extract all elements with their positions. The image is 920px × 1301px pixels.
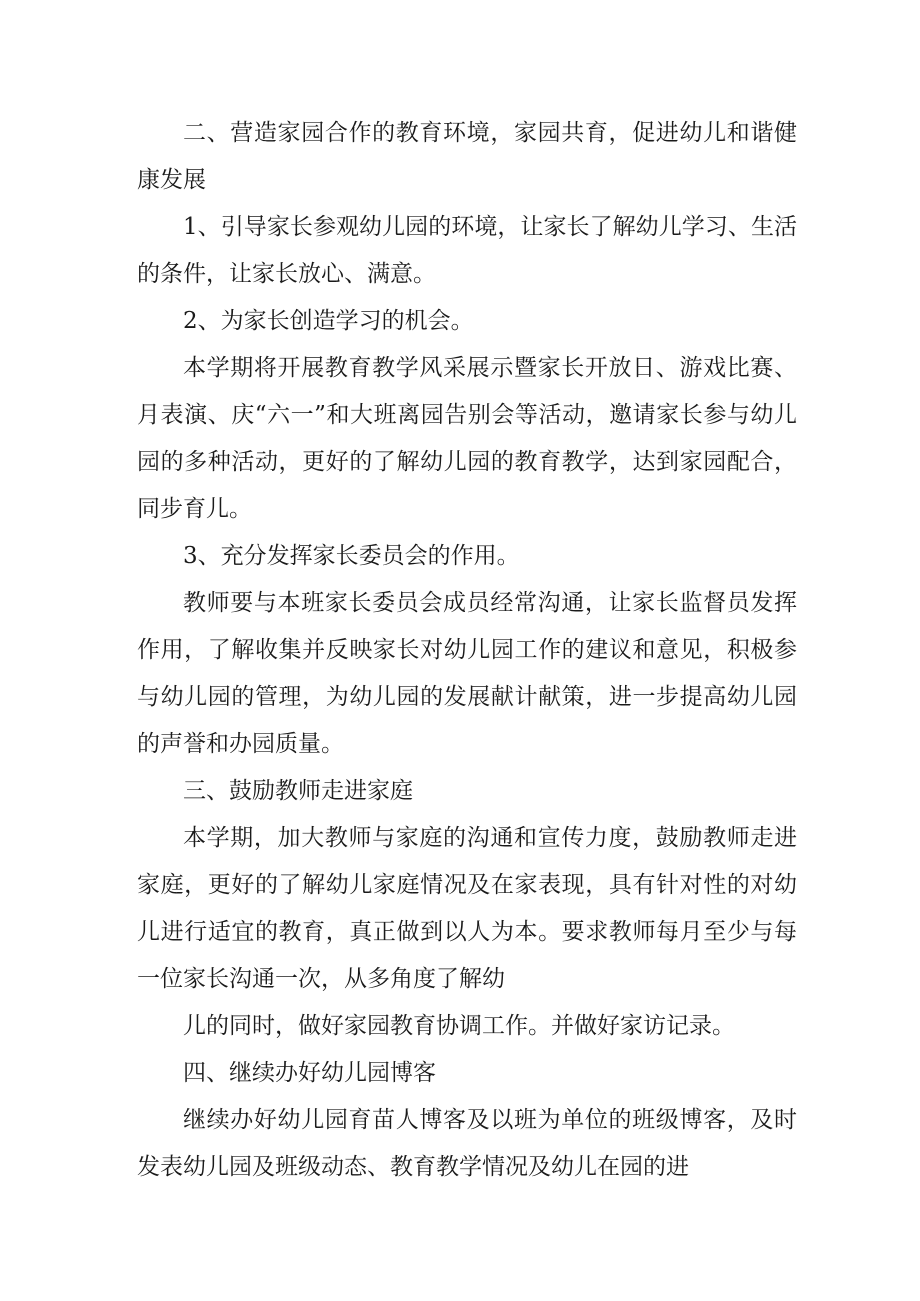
item-2-paragraph: 本学期将开展教育教学风采展示暨家长开放日、游戏比赛、月表演、庆“六一”和大班离园告别会等活动，邀请家长参与幼儿园的多种活动，更好的了解幼儿园的教育教学，达到家园配合，同步育儿。 — [137, 355, 797, 522]
item-1-paragraph: 1、引导家长参观幼儿园的环境，让家长了解幼儿学习、生活的条件，让家长放心、满意。 — [137, 214, 797, 287]
section-heading-2: 二、营造家园合作的教育环境，家园共育，促进幼儿和谐健康发展 — [137, 120, 797, 193]
item-3-paragraph: 教师要与本班家长委员会成员经常沟通，让家长监督员发挥作用，了解收集并反映家长对幼儿园工作的建议和意见，积极参与幼儿园的管理，为幼儿园的发展献计献策，进一步提高幼儿园的声誉和办园质量。 — [137, 590, 797, 757]
document-body — [137, 110, 797, 1191]
section-heading-4: 四、继续办好幼儿园博客 — [183, 1060, 436, 1086]
item-3-heading: 3、充分发挥家长委员会的作用。 — [183, 543, 520, 569]
section-3-paragraph: 本学期，加大教师与家庭的沟通和宣传力度，鼓励教师走进家庭，更好的了解幼儿家庭情况及在家表现，具有针对性的对幼儿进行适宜的教育，真正做到以人为本。要求教师每月至少与每一位家长沟通一次，从多角度了解幼 — [137, 825, 797, 992]
section-4-paragraph: 继续办好幼儿园育苗人博客及以班为单位的班级博客，及时发表幼儿园及班级动态、教育教学情况及幼儿在园的进 — [137, 1107, 797, 1180]
section-3-paragraph-continued: 儿的同时，做好家园教育协调工作。并做好家访记录。 — [183, 1013, 735, 1039]
item-2-heading: 2、为家长创造学习的机会。 — [183, 308, 474, 334]
section-heading-3: 三、鼓励教师走进家庭 — [183, 778, 413, 804]
